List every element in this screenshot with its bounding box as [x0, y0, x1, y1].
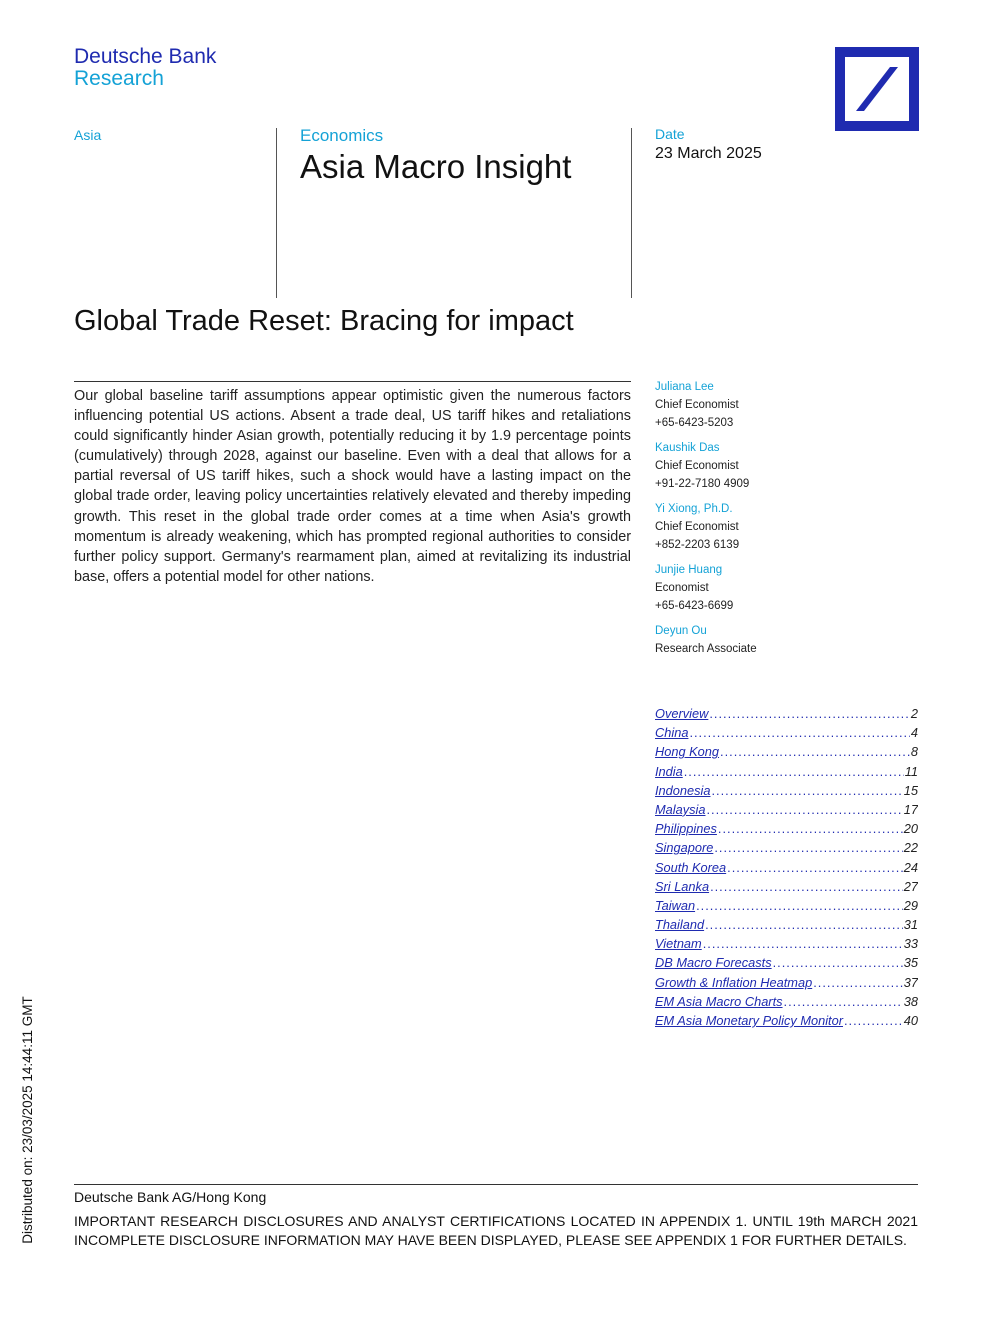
toc-item [655, 706, 918, 725]
footer-divider [74, 1184, 918, 1185]
date-label: Date [655, 126, 685, 142]
toc-item [655, 955, 918, 974]
analyst-name[interactable]: Junjie Huang [655, 564, 723, 576]
toc-item [655, 764, 918, 783]
toc-page-number: 35 [903, 955, 918, 971]
toc-leader-dots [718, 821, 903, 836]
toc-page-number: 37 [903, 974, 918, 990]
footer-entity: Deutsche Bank AG/Hong Kong [74, 1189, 267, 1205]
toc-link[interactable]: DB Macro Forecasts [655, 955, 772, 971]
toc-link[interactable]: Growth & Inflation Heatmap [655, 974, 813, 990]
toc-item [655, 975, 918, 994]
toc-leader-dots [813, 975, 903, 990]
analyst-phone: +65-6423-5203 [655, 417, 734, 429]
toc-leader-dots [844, 1013, 903, 1028]
toc-leader-dots [696, 898, 903, 913]
disclosure-text: IMPORTANT RESEARCH DISCLOSURES AND ANALYST CERTIFICATIONS LOCATED IN APPENDIX 1. UNTIL 19th MARCH 2021 INCOMPLETE DISCLOSURE INFORMATION MAY HAVE BEEN DISPLAYED, PLEASE SEE APPENDIX 1 FOR FURTHER DETAILS. [74, 1213, 918, 1248]
toc-leader-dots [727, 860, 903, 875]
distribution-stamp: Distributed on: 23/03/2025 14:44:11 GMT [20, 996, 35, 1244]
toc-link[interactable]: EM Asia Monetary Policy Monitor [655, 1013, 843, 1028]
toc-link[interactable]: South Korea [655, 859, 727, 875]
analyst-phone: +91-22-7180 4909 [655, 478, 750, 490]
toc-page-number: 15 [903, 782, 918, 798]
toc-link[interactable]: Sri Lanka [655, 878, 710, 894]
toc-leader-dots [709, 706, 910, 721]
toc-leader-dots [707, 802, 903, 817]
analyst-role: Chief Economist [655, 521, 739, 533]
analyst-role: Economist [655, 582, 709, 594]
analyst-role: Chief Economist [655, 460, 739, 472]
toc-leader-dots [705, 917, 903, 932]
toc-link[interactable]: India [655, 763, 683, 779]
header-divider [276, 128, 277, 298]
toc-page-number: 11 [904, 763, 918, 779]
abstract-divider [74, 381, 631, 382]
toc-item [655, 917, 918, 936]
toc-page-number: 20 [903, 821, 918, 837]
brand-line-1: Deutsche Bank [74, 45, 217, 68]
category-label: Economics [300, 126, 384, 145]
toc-item [655, 994, 918, 1013]
toc-leader-dots [773, 955, 903, 970]
toc-link[interactable]: Malaysia [655, 801, 706, 817]
report-title: Global Trade Reset: Bracing for impact [74, 305, 574, 337]
toc-link[interactable]: Overview [655, 706, 709, 721]
toc-item [655, 744, 918, 763]
toc-link[interactable]: Philippines [655, 821, 717, 837]
toc-leader-dots [684, 764, 904, 779]
analyst-name[interactable]: Juliana Lee [655, 381, 714, 393]
analyst-role: Research Associate [655, 643, 757, 655]
toc-item [655, 936, 918, 955]
analyst-role: Chief Economist [655, 399, 739, 411]
toc-page-number: 33 [903, 936, 918, 952]
toc-page-number: 22 [903, 840, 918, 856]
toc-item [655, 802, 918, 821]
toc-page-number: 8 [910, 744, 918, 760]
toc-leader-dots [703, 936, 903, 951]
analyst-list [655, 378, 925, 665]
toc-page-number: 4 [910, 725, 918, 741]
analyst-name[interactable]: Kaushik Das [655, 442, 720, 454]
toc-page-number: 38 [903, 993, 918, 1009]
analyst-card [655, 561, 925, 615]
toc-link[interactable]: Vietnam [655, 936, 702, 952]
analyst-card [655, 439, 925, 493]
toc-link[interactable]: Indonesia [655, 782, 711, 798]
region-label: Asia [74, 127, 102, 143]
toc-page-number: 31 [903, 917, 918, 933]
toc-leader-dots [689, 725, 909, 740]
toc-page-number: 27 [903, 878, 918, 894]
toc-link[interactable]: EM Asia Macro Charts [655, 993, 783, 1009]
series-title: Asia Macro Insight [300, 148, 572, 185]
analyst-card [655, 378, 925, 432]
abstract-text: Our global baseline tariff assumptions appear optimistic given the numerous factors influencing potential US actions. Absent a trade deal, US tariff hikes and retaliations could significantly hinder Asian growth, potentially reducing it by 1.9 percentage points (cumulatively) through 2028, against our baseline. Even with a deal that allows for a partial reversal of US tariff hikes, such a shock would have a lasting impact on the global trade order, leaving policy uncertainties relatively elevated and thereby impeding growth. This reset in the global trade order comes at a time when Asia's growth momentum is already weakening, which has prompted regional authorities to consider further policy support. Germany's rearmament plan, aimed at revitalizing its industrial base, offers a potential model for other nations. [74, 388, 631, 585]
analyst-phone: +65-6423-6699 [655, 600, 734, 612]
toc-page-number: 17 [903, 801, 918, 817]
toc-link[interactable]: Hong Kong [655, 744, 720, 760]
deutsche-bank-logo-icon [835, 47, 919, 131]
analyst-name[interactable]: Deyun Ou [655, 625, 707, 637]
toc-item [655, 860, 918, 879]
toc-item [655, 879, 918, 898]
analyst-name[interactable]: Yi Xiong, Ph.D. [655, 503, 733, 515]
toc-leader-dots [710, 879, 903, 894]
analyst-phone: +852-2203 6139 [655, 539, 740, 551]
toc-link[interactable]: Thailand [655, 917, 705, 933]
header-divider [631, 128, 632, 298]
toc-page-number: 24 [903, 859, 918, 875]
toc-page-number: 2 [910, 706, 918, 721]
toc-item [655, 725, 918, 744]
brand-line-2: Research [74, 67, 164, 90]
analyst-card [655, 622, 925, 658]
brand-name [74, 46, 216, 90]
table-of-contents [655, 706, 918, 1032]
toc-leader-dots [720, 744, 910, 759]
toc-item [655, 898, 918, 917]
toc-item [655, 840, 918, 859]
toc-link[interactable]: Taiwan [655, 897, 696, 913]
toc-link[interactable]: Singapore [655, 840, 714, 856]
toc-item [655, 1013, 918, 1032]
toc-leader-dots [712, 783, 903, 798]
date-value: 23 March 2025 [655, 145, 762, 162]
toc-item [655, 821, 918, 840]
toc-page-number: 40 [903, 1013, 918, 1028]
toc-leader-dots [714, 840, 902, 855]
toc-leader-dots [784, 994, 903, 1009]
toc-page-number: 29 [903, 897, 918, 913]
analyst-card [655, 500, 925, 554]
toc-link[interactable]: China [655, 725, 689, 741]
toc-item [655, 783, 918, 802]
